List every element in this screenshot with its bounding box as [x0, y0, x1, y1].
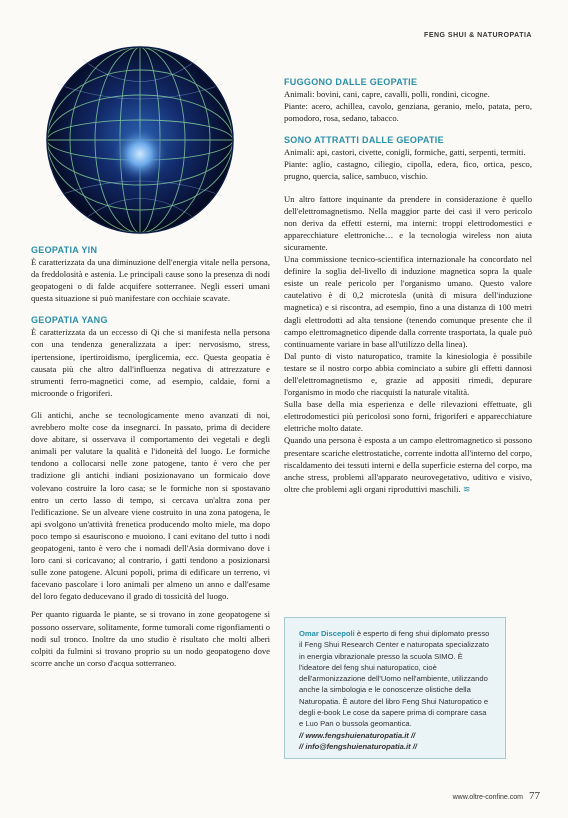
paragraph-antichi: Gli antichi, anche se tecnologicamente meno avanzati di noi, avrebbero molte cose da insegnarci. In passato, prima di decidere dove abitare, si osservava il comportamento dei vegetali e degli animali per valutare la qualità e l'idoneità del luogo. Le formiche tendono a collocarsi nelle zone patogene, tanto è vero che per tradizione gli antichi indiani posizionavano un formicaio dove volevano costruire la loro casa; se le formiche non si spostavano entro un certo lasso di tempo, si cercava un'altra zona per l'edificazione. Se un alveare viene costruito in una zona patogena, le api svolgono un'attività frenetica producendo molto miele, ma dopo poco tempo si esauriscono e muoiono. I cani evitano del tutto i nodi geopatogeni, tanto è vero che i nomadi dell'Asia dormivano dove i loro cani si coricavano; al contrario, i gatti tendono a posizionarsi sulle zone patogene. Alcuni popoli, prima di edificare un terreno, vi facevano pascolare i loro animali per almeno un anno e dall'esame del loro fegato deducevano il grado di tossicità del luogo.	[31, 409, 270, 602]
paragraph-yang: È caratterizzata da un eccesso di Qi che si manifesta nella persona con una tendenza generalizzata a iper: nervosismo, stress, ipertensione, ipertiroidismo, iperglicemia, ecc. Questa geopatia è causata più che altro dall'influenza negativa di attrezzature e strumenti ferro-magnetici come, ad esempio, caldaie, forni a microonde o frigoriferi.	[31, 327, 270, 398]
list-animali-fuggono: Animali: bovini, cani, capre, cavalli, polli, rondini, cicogne.	[284, 89, 490, 99]
heading-fuggono: FUGGONO DALLE GEOPATIE	[284, 77, 418, 87]
heading-geopatia-yin: GEOPATIA YIN	[31, 245, 98, 255]
left-column	[31, 244, 270, 669]
author-website-link[interactable]: // www.fengshuienaturopatia.it //	[299, 730, 416, 740]
right-column	[284, 76, 532, 495]
list-piante-attratti: Piante: aglio, castagno, ciliegio, cipolla, edera, fico, ortica, pesco, prugno, quercia, salice, sambuco, vischio.	[284, 159, 532, 182]
page-footer	[453, 790, 540, 802]
author-email-link[interactable]: // info@fengshuienaturopatia.it //	[299, 741, 417, 751]
section-header: FENG SHUI & NATUROPATIA	[424, 32, 532, 39]
heading-geopatia-yang: GEOPATIA YANG	[31, 315, 108, 326]
paragraph-elettrodomestici: Sulla base della mia esperienza e delle rilevazioni effettuate, gli elettrodomestici più pericolosi sono forni, frigoriferi e apparecchiature elettriche molto datate.	[284, 399, 532, 434]
paragraph-yin: È caratterizzata da una diminuzione dell'energia vitale nella persona, da freddolosità e astenia. Le principali cause sono la presenza di nodi geopatogeni o di falde acquifere sotterranee. Negli esseri umani questa situazione si può manifestare con occhiaie scavate.	[31, 257, 270, 304]
footer-site[interactable]: www.oltre-confine.com	[452, 794, 523, 801]
list-piante-fuggono: Piante: acero, achillea, cavolo, genziana, geranio, melo, patata, pero, pomodoro, rosa, sedano, tabacco.	[284, 101, 532, 124]
author-bio-box	[284, 617, 506, 759]
paragraph-piante: Per quanto riguarda le piante, se si trovano in zone geopatogene si possono osservare, solitamente, forme tumorali come rigonfiamenti o nodi sul tronco. Inoltre da uno studio è risultato che molti alberi colpiti da fulmini si trovano proprio su un nodo geopatogeno dove scorre anche un corso d'acqua sotterraneo.	[31, 609, 270, 668]
end-mark-icon: ≋	[462, 483, 471, 494]
paragraph-sintomi: Quando una persona è esposta a un campo elettromagnetico si possono presentare scariche elettrostatiche, corrente indotta all'interno del corpo, riscaldamento dei tessuti interni e della superficie esterna del corpo, ma anche stress, problemi all'apparato neurovegetativo, uditivo e visivo, oltre che problemi agli organi riproduttivi maschili. ≋	[284, 435, 532, 494]
paragraph-elettromagnetismo: Un altro fattore inquinante da prendere in considerazione è quello dell'elettromagnetismo. Nella maggior parte dei casi il vero pericolo non deriva da effetti esterni, ma interni: troppi elettrodomestici e apparecchiature elettroniche… e la tecnologia wireless non aiuta sicuramente.	[284, 193, 532, 252]
paragraph-kinesiologia: Dal punto di visto naturopatico, tramite la kinesiologia è possibile testare se il nostro corpo abbia cominciato a subire gli effetti dannosi dell'elettromagnetismo e, grazie ad appositi rimedi, depurare l'organismo in modo che riacquisti la naturale vitalità.	[284, 350, 532, 398]
list-animali-attratti: Animali: api, castori, civette, conigli, formiche, gatti, serpenti, termiti.	[284, 147, 526, 158]
page-number: 77	[529, 790, 540, 802]
paragraph-commissione: Una commissione tecnico-scientifica internazionale ha concordato nel definire la soglia del-livello di induzione magnetica sopra la quale esiste un reale pericolo per l'organismo umano. Questo valore cautelativo è di 0,2 microtesla (unità di misura dell'induzione magnetica) e si riscontra, ad esempio, fino a una distanza di 100 metri dagli elettrodotti ad alta tensione (tenendo comunque presente che il campo elettromagnetico dipende dalla corrente trasportata, la quale può continuamente variare in base all'utilizzo della linea).	[284, 254, 532, 349]
geopathy-globe-image	[27, 44, 253, 234]
author-name: Omar Discepoli	[299, 629, 355, 638]
heading-attratti: SONO ATTRATTI DALLE GEOPATIE	[284, 135, 444, 146]
author-bio-text: è esperto di feng shui diplomato presso il Feng Shui Research Center e naturopata specializzato in energia vibrazionale presso la scuola SIMO. È l'ideatore del feng shui naturopatico, cioè dell'armonizzazione dell'Uomo nell'ambiente, utilizzando anche la simbologia e le conoscenze olistiche della Naturopatia. È autore del libro Feng Shui Naturopatico e degli e-book Le cose da sapere prima di comprare casa e Luo Pan o bussola geomantica.	[299, 629, 490, 729]
